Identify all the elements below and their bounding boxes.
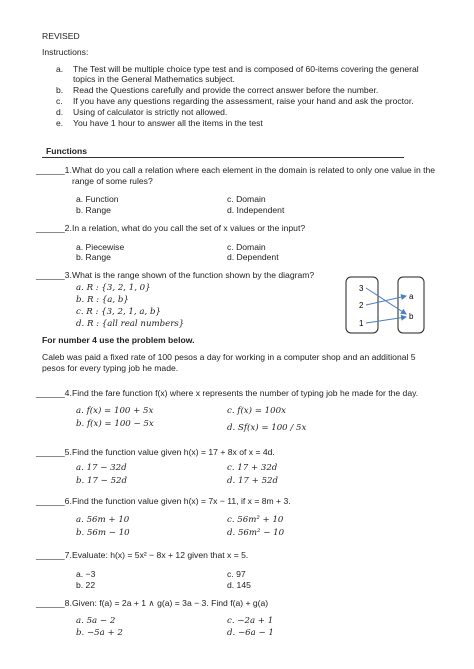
problem-text: pesos for every typing job he made. — [42, 363, 179, 373]
range-element: a — [409, 292, 414, 301]
question-number: ______3. — [36, 270, 72, 280]
question-number: ______1. — [36, 165, 72, 175]
choice-a: a. 17 − 32d — [76, 463, 127, 473]
question-text: Find the function value given h(x) = 7x − 11, if x = 8m + 3. — [72, 496, 291, 506]
question-text: range of some rules? — [72, 176, 153, 186]
question-number: ______5. — [36, 447, 72, 457]
choice-c: c. 56m² + 10 — [227, 515, 284, 525]
question-number: ______6. — [36, 496, 72, 506]
question-number: ______2. — [36, 223, 72, 233]
instruction-text: Read the Questions carefully and provide the correct answer before the number. — [73, 85, 379, 95]
choice-c: c. Domain — [227, 242, 266, 252]
choice-b: b. R : {a, b} — [76, 295, 129, 305]
question-number: ______4. — [36, 388, 72, 398]
mapping-arrow — [366, 317, 406, 323]
question-text: In a relation, what do you call the set of x values or the input? — [72, 223, 306, 233]
choice-a: a. 56m + 10 — [76, 515, 130, 525]
question-text: What do you call a relation where each element in the domain is related to only one value in the — [72, 165, 436, 175]
question-text: What is the range shown of the function shown by the diagram? — [72, 270, 315, 280]
choice-b: b. −5a + 2 — [76, 628, 123, 638]
function-mapping-diagram — [344, 275, 434, 337]
instruction-text: topics in the General Mathematics subject. — [73, 74, 235, 84]
question-number: ______8. — [36, 598, 72, 608]
choice-c: c. −2a + 1 — [227, 616, 274, 626]
number4-heading: For number 4 use the problem below. — [42, 335, 195, 345]
instruction-text: If you have any questions regarding the assessment, raise your hand and ask the proctor. — [73, 96, 414, 106]
choice-d: d. 56m² − 10 — [227, 528, 285, 538]
choice-a: a. 5a − 2 — [76, 616, 116, 626]
question-text: Find the fare function f(x) where x represents the number of typing job he made for the day. — [72, 388, 419, 398]
choice-c: c. 97 — [227, 569, 246, 579]
choice-a: a. Piecewise — [76, 242, 125, 252]
range-element: b — [409, 312, 414, 321]
choice-b: b. 22 — [76, 580, 96, 590]
range-oval — [398, 277, 424, 333]
section-underline — [42, 157, 404, 158]
choice-d: d. 145 — [227, 580, 251, 590]
instructions-title: Instructions: — [42, 47, 89, 57]
choice-d: d. 17 + 52d — [227, 476, 279, 486]
choice-a: a. −3 — [76, 569, 96, 579]
question-number: ______7. — [36, 550, 72, 560]
choice-a: a. R : {3, 2, 1, 0} — [76, 283, 151, 293]
instruction-letter: b. — [56, 85, 64, 95]
choice-d: d. R : {all real numbers} — [76, 319, 185, 329]
instruction-letter: e. — [56, 118, 64, 128]
question-text: Given: f(a) = 2a + 1 ∧ g(a) = 3a − 3. Find f(a) + g(a) — [72, 598, 269, 608]
choice-a: a. f(x) = 100 + 5x — [76, 406, 154, 416]
choice-b: b. Range — [76, 205, 111, 215]
instruction-text: Using of calculator is strictly not allowed. — [73, 107, 228, 117]
domain-element: 2 — [359, 301, 364, 310]
domain-element: 1 — [359, 319, 364, 328]
instruction-letter: d. — [56, 107, 64, 117]
choice-d: d. Dependent — [227, 252, 279, 262]
domain-element: 3 — [359, 284, 364, 293]
choice-b: b. 56m − 10 — [76, 528, 130, 538]
problem-text: Caleb was paid a fixed rate of 100 pesos a day for working in a computer shop and an additional 5 — [42, 352, 416, 362]
section-title: Functions — [46, 146, 88, 156]
instruction-letter: a. — [56, 64, 64, 74]
choice-c: c. 17 + 32d — [227, 463, 278, 473]
question-text: Find the function value given h(x) = 17 + 8x of x = 4d. — [72, 447, 275, 457]
revised-label: REVISED — [42, 31, 80, 41]
choice-d: d. Sf(x) = 100 / 5x — [227, 423, 307, 433]
choice-c: c. f(x) = 100x — [227, 406, 286, 416]
choice-b: b. 17 − 52d — [76, 476, 128, 486]
mapping-arrow — [366, 296, 406, 305]
question-text: Evaluate: h(x) = 5x² − 8x + 12 given that x = 5. — [72, 550, 249, 560]
choice-d: d. −6a − 1 — [227, 628, 274, 638]
instruction-letter: c. — [56, 96, 63, 106]
instruction-text: The Test will be multiple choice type test and is composed of 60-items covering the general — [73, 64, 419, 74]
instruction-text: You have 1 hour to answer all the items in the test — [73, 118, 263, 128]
choice-d: d. Independent — [227, 205, 285, 215]
choice-b: b. f(x) = 100 − 5x — [76, 419, 154, 429]
choice-b: b. Range — [76, 252, 111, 262]
choice-c: c. R : {3, 2, 1, a, b} — [76, 307, 161, 317]
choice-a: a. Function — [76, 194, 119, 204]
choice-c: c. Domain — [227, 194, 266, 204]
